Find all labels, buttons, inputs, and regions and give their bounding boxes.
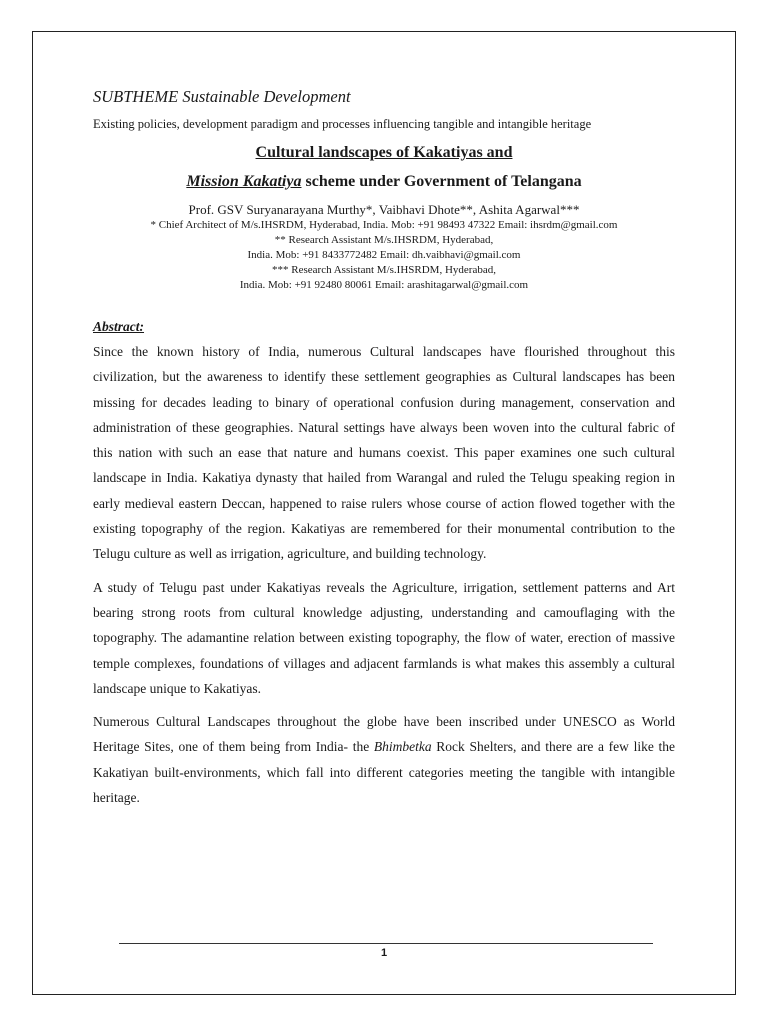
para3-text-before: Numerous Cultural Landscapes throughout the globe have been inscribed under UNESCO as World Heritage Sites, one of them being from India- the: [93, 714, 675, 755]
abstract-paragraph-1: Since the known history of India, numerous Cultural landscapes have flourished throughout this civilization, but the awareness to identify these settlement geographies as Cultural landscapes has been missing for decades leading to binary of operational confusion during management, conservation and administration of these geographies. Natural settings have always been woven into the cultural fabric of this nation with such an ease that nature and humans coexist. This paper examines one such cultural landscape in India. Kakatiya dynasty that hailed from Warangal and ruled the Telugu speaking region in early medieval eastern Deccan, happened to raise rulers whose course of action flowed together with the existing topography of the region. Kakatiyas are remembered for their monumental contribution to the Telugu culture as well as irrigation, agriculture, and building technology.: [93, 344, 675, 562]
subtheme-line: SUBTHEME Sustainable Development: [93, 87, 351, 106]
author-names: Prof. GSV Suryanarayana Murthy*, Vaibhavi Dhote**, Ashita Agarwal***: [188, 202, 580, 217]
title-mission-kakatiya: Mission Kakatiya: [186, 173, 302, 190]
affiliation-line: *** Research Assistant M/s.IHSRDM, Hyderabad,: [272, 264, 496, 276]
footer-rule: [119, 943, 653, 944]
affiliation-line: India. Mob: +91 8433772482 Email: dh.vaibhavi@gmail.com: [247, 249, 521, 261]
affiliation-line: * Chief Architect of M/s.IHSRDM, Hyderabad, India. Mob: +91 98493 47322 Email: ihsrdm@gmail.com: [150, 219, 618, 231]
paper-title-line1: [93, 142, 675, 164]
document-body: [93, 86, 675, 810]
paper-title-line2: [93, 171, 675, 193]
existing-policies-line: Existing policies, development paradigm and processes influencing tangible and intangible heritage: [93, 117, 592, 131]
title-line2-rest: scheme under Government of Telangana: [301, 173, 582, 190]
para3-bhimbetka: Bhimbetka: [373, 739, 432, 755]
affiliation-line: India. Mob: +91 92480 80061 Email: arashitagarwal@gmail.com: [239, 279, 529, 291]
para3-text-after: Rock Shelters, and there are a few like the Kakatiyan built-environments, which fall into different categories meeting the tangible with intangible heritage.: [93, 739, 675, 806]
abstract-paragraph-2: A study of Telugu past under Kakatiyas reveals the Agriculture, irrigation, settlement patterns and Art bearing strong roots from cultural knowledge adjusting, understanding and camouflaging with the topography. The adamantine relation between existing topography, the flow of water, erection of massive temple complexes, foundations of villages and adjacent farmlands is what makes this assembly a cultural landscape unique to Kakatiyas.: [93, 579, 675, 696]
page-number: 1: [380, 947, 388, 959]
abstract-heading: Abstract:: [93, 319, 145, 334]
abstract-paragraph-3: [93, 709, 675, 810]
affiliation-line: ** Research Assistant M/s.IHSRDM, Hyderabad,: [274, 234, 494, 246]
title-line1-text: Cultural landscapes of Kakatiyas and: [255, 144, 513, 161]
